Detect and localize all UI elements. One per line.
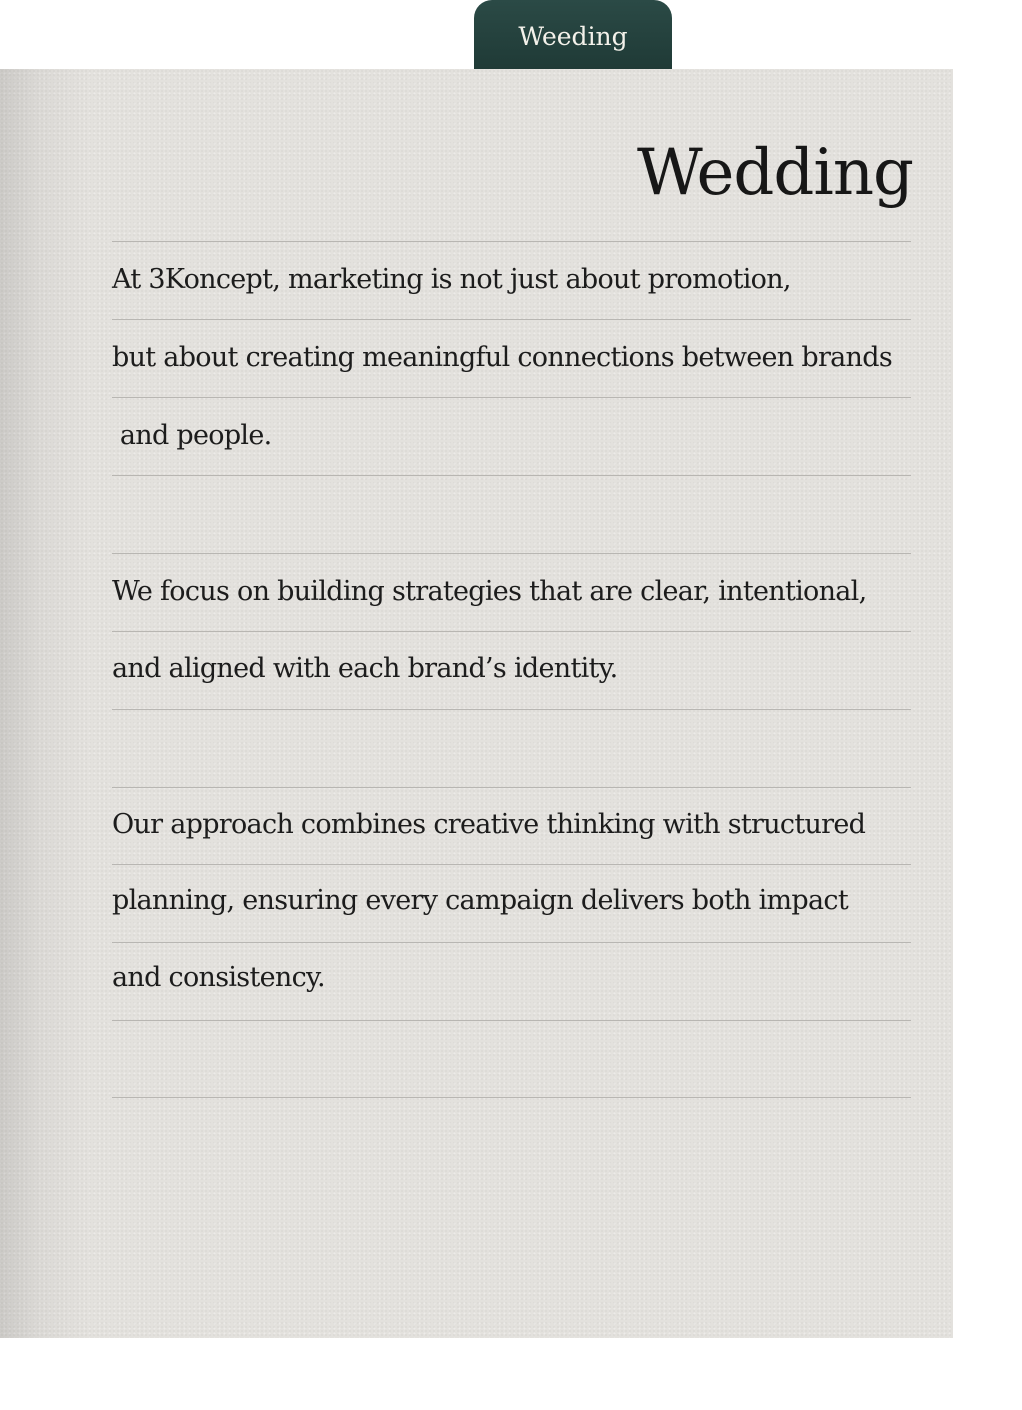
ruled-line — [112, 709, 911, 710]
ruled-line — [112, 942, 911, 943]
ruled-line — [112, 475, 911, 476]
body-text-line: Our approach combines creative thinking with structured — [112, 809, 866, 840]
ruled-line — [112, 1020, 911, 1021]
body-text-line: and people. — [112, 420, 272, 451]
ruled-line — [112, 319, 911, 320]
body-text-line: but about creating meaningful connections between brands — [112, 342, 892, 373]
ruled-line — [112, 241, 911, 242]
ruled-line — [112, 553, 911, 554]
ruled-line — [112, 787, 911, 788]
ruled-line — [112, 1097, 911, 1098]
body-text-line: and consistency. — [112, 962, 325, 993]
body-text-line: and aligned with each brand’s identity. — [112, 653, 618, 684]
body-text-line: planning, ensuring every campaign delivers both impact — [112, 885, 848, 916]
body-text-line: We focus on building strategies that are clear, intentional, — [112, 576, 867, 607]
notebook-page — [0, 69, 953, 1338]
body-text-line: At 3Koncept, marketing is not just about promotion, — [112, 264, 791, 295]
tab-weeding[interactable]: Weeding — [474, 0, 672, 70]
ruled-line — [112, 397, 911, 398]
ruled-line — [112, 631, 911, 632]
page-title: Wedding — [636, 136, 913, 210]
ruled-line — [112, 864, 911, 865]
